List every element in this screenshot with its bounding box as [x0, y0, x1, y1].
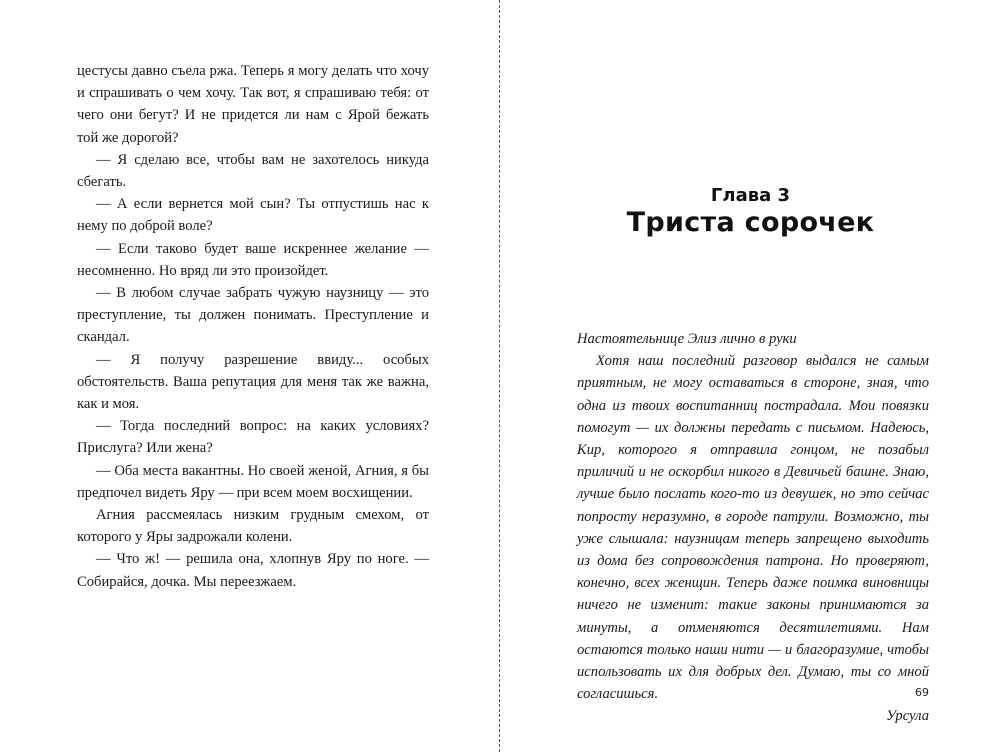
letter-block: [577, 328, 929, 728]
paragraph: — Если таково будет ваше искреннее желание — несомненно. Но вряд ли это произойдет.: [77, 240, 429, 279]
paragraph: — А если вернется мой сын? Ты отпустишь нас к нему по доброй воле?: [77, 196, 429, 235]
paragraph: — Оба места вакантны. Но своей женой, Агния, я бы предпочел видеть Яру — при всем моем восхищении.: [77, 462, 429, 501]
left-text-column: [77, 60, 429, 593]
page-fold-divider: [499, 0, 500, 752]
paragraph: цестусы давно съела ржа. Теперь я могу делать что хочу и спрашивать о чем хочу. Так вот, я спрашиваю тебя: от чего они бегут? И не придется ли нам с Ярой бежать той же дорогой?: [77, 63, 429, 146]
paragraph: Агния рассмеялась низким грудным смехом, от которого у Яры задрожали колени.: [77, 507, 429, 546]
letter-signature: Урсула: [886, 708, 929, 725]
chapter-label: Глава 3: [710, 185, 791, 206]
page-number: 69: [915, 686, 929, 699]
left-page: [0, 0, 499, 752]
paragraph: — Что ж! — решила она, хлопнув Яру по ноге. — Собирайся, дочка. Мы переезжаем.: [77, 551, 429, 590]
paragraph: — Тогда последний вопрос: на каких условиях? Прислуга? Или жена?: [77, 418, 429, 457]
letter-addressee: Настоятельнице Элиз лично в руки: [577, 331, 797, 347]
chapter-title: Триста сорочек: [626, 207, 875, 238]
right-page: [501, 0, 1000, 752]
paragraph: — В любом случае забрать чужую наузницу — это преступление, ты должен понимать. Преступление и скандал.: [77, 285, 429, 346]
paragraph: — Я получу разрешение ввиду... особых обстоятельств. Ваша репутация для меня так же важна, как и моя.: [77, 351, 429, 413]
letter-body: Хотя наш последний разговор выдался не самым приятным, не могу оставаться в стороне, зная, что одна из твоих воспитанниц пострадала. Мои повязки помогут — их должны передать с письмом. Надеюсь, Кир, которого я отправила гонцом, не позабыл приличий и не оскорбил никого в Девичьей башне. Знаю, лучше было послать кого-то из девушек, но это сейчас попросту неразумно, в городе патрули. Возможно, ты уже слышала: наузницам теперь запрещено выходить из дома без сопровождения патрона. Но проверяют, конечно, всех женщин. Теперь даже поимка виновницы ничего не изменит: такие законы принимаются за минуты, а отменяются десятилетиями. Нам остаются только наши нити — и благоразумие, чтобы использовать их для добрых дел. Думаю, ты со мной согласишься.: [577, 353, 929, 703]
paragraph: — Я сделаю все, чтобы вам не захотелось никуда сбегать.: [77, 151, 429, 191]
